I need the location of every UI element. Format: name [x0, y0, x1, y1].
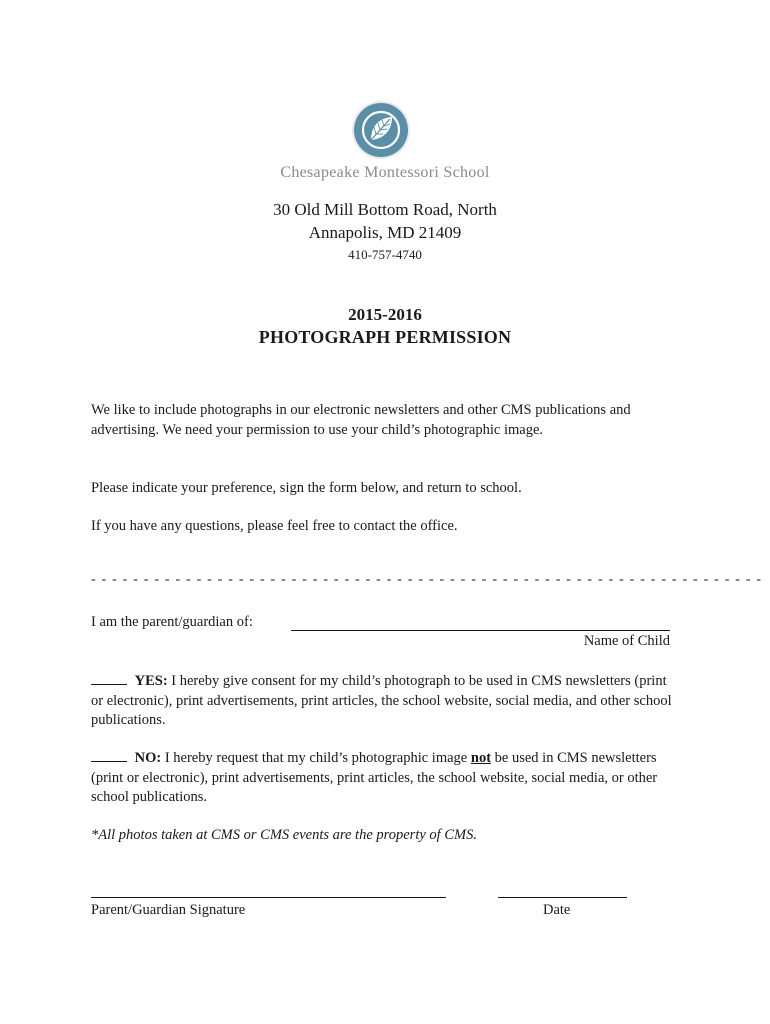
address-line-1: 30 Old Mill Bottom Road, North	[273, 200, 497, 219]
cut-line-divider: - - - - - - - - - - - - - - - - - - - - - - - - - - - - - - - - - - - - - - - - - - - - - - - - - - - - - - - - - - - - - - - -	[91, 572, 763, 587]
instructions-paragraph: Please indicate your preference, sign the form below, and return to school.	[91, 480, 522, 496]
contact-paragraph: If you have any questions, please feel free to contact the office.	[91, 518, 458, 534]
signature-field[interactable]	[91, 897, 446, 898]
date-label: Date	[543, 902, 571, 918]
date-field[interactable]	[498, 897, 627, 898]
intro-paragraph: We like to include photographs in our electronic newsletters and other CMS publications and advertising. We need your permission to use your child’s photographic image.	[91, 402, 631, 438]
yes-checkbox-blank[interactable]	[91, 672, 127, 685]
form-title: PHOTOGRAPH PERMISSION	[258, 327, 512, 347]
no-emphasis: not	[470, 750, 492, 766]
parent-label: I am the parent/guardian of:	[91, 614, 253, 630]
no-checkbox-blank[interactable]	[91, 749, 127, 762]
child-name-caption: Name of Child	[583, 633, 670, 649]
property-note: *All photos taken at CMS or CMS events are the property of CMS.	[91, 827, 477, 843]
no-text-before: I hereby request that my child’s photographic image	[164, 750, 468, 766]
yes-label: YES:	[134, 673, 168, 689]
yes-option	[91, 672, 681, 731]
yes-text: I hereby give consent for my child’s photograph to be used in CMS newsletters (print or electronic), print advertisements, print articles, the school website, social media, and other school publications.	[91, 673, 672, 728]
leaf-icon	[351, 100, 411, 160]
phone-number: 410-757-4740	[348, 247, 422, 262]
child-name-field[interactable]	[291, 630, 670, 631]
no-label: NO:	[134, 750, 162, 766]
address-line-2: Annapolis, MD 21409	[308, 223, 462, 242]
school-year: 2015-2016	[348, 305, 422, 324]
no-text-after: be used in CMS newsletters (print or electronic), print advertisements, print articles, the school website, social media, or other school publications.	[91, 750, 658, 805]
signature-label: Parent/Guardian Signature	[91, 902, 246, 918]
no-option	[91, 749, 681, 808]
school-name: Chesapeake Montessori School	[280, 164, 490, 181]
